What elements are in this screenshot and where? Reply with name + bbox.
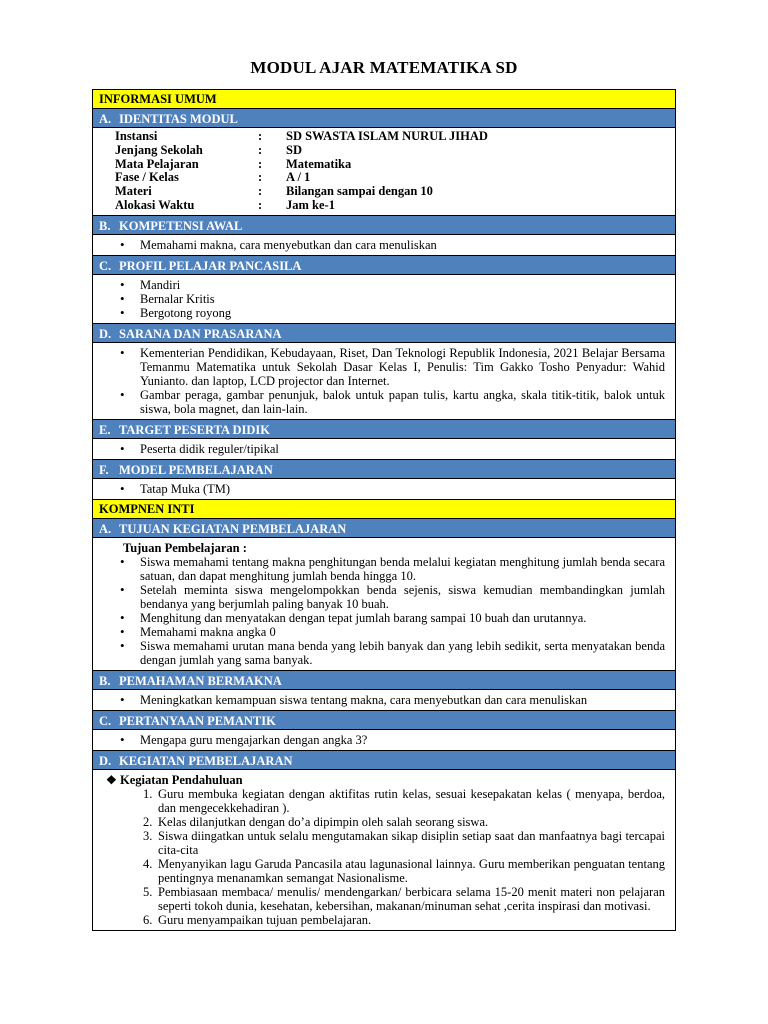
list-item: • Siswa memahami urutan mana benda yang lebih banyak dan yang lebih sedikit, serta menyatakan benda dengan jumlah yang sama banyak. [103,639,665,667]
kegiatan-list [103,787,665,927]
identitas-grid [93,128,675,215]
item-number: 5. [143,884,153,899]
list-item: • Setelah meminta siswa mengelompokkan benda sejenis, siswa kemudian membandingkan jumlah bendanya yang berjumlah paling banyak 10 buah. [103,583,665,611]
item-text: Pembiasaan membaca/ menulis/ mendengarkan/ berbicara selama 15-20 menit materi non pelajaran seperti tokoh dunia, kesehatan, kebersihan, makanan/minuman sehat ,cerita inspirasi dan motivasi. [158,884,665,913]
identitas-value: A / 1 [286,170,311,185]
identitas-sep: : [258,170,263,185]
identitas-value: SD SWASTA ISLAM NURUL JIHAD [286,129,488,143]
list-item: • Peserta didik reguler/tipikal [103,442,665,456]
kegiatan-header: D. KEGIATAN PEMBELAJARAN [92,750,676,769]
item-text: Kelas dilanjutkan dengan do’a dipimpin oleh salah seorang siswa. [158,814,489,829]
numbered-item [103,815,665,829]
identitas-value: Jam ke-1 [286,197,335,212]
list-item: • Memahami makna angka 0 [103,625,665,639]
list-item: • Siswa memahami tentang makna penghitungan benda melalui kegiatan menghitung jumlah benda secara satuan, dan dapat menghitung jumlah benda hingga 10. [103,555,665,583]
numbered-item [103,829,665,857]
target-body [92,438,676,459]
kompetensi-header: B. KOMPETENSI AWAL [92,215,676,234]
profil-body [92,274,676,323]
module-table [92,89,676,931]
identitas-label: Fase / Kelas [115,170,179,185]
list-item: • Kementerian Pendidikan, Kebudayaan, Riset, Dan Teknologi Republik Indonesia, 2021 Belajar Bersama Temanmu Matematika untuk Sekolah Dasar Kelas I, Penulis: Tim Gakko Tosho Penyadur: Wahid Yunianto. dan laptop, LCD projector dan Internet. [103,346,665,388]
numbered-item [103,885,665,913]
tujuan-list [103,555,665,667]
kompetensi-body [92,234,676,255]
list-item: • Mandiri [103,278,665,292]
pertanyaan-header: C. PERTANYAAN PEMANTIK [92,710,676,729]
identitas-label: Alokasi Waktu [115,197,195,212]
item-number: 6. [143,912,153,927]
item-number: 4. [143,856,153,871]
identitas-value: Matematika [286,156,352,171]
list-item: • Bernalar Kritis [103,292,665,306]
pemahaman-header: B. PEMAHAMAN BERMAKNA [92,670,676,689]
item-text: Guru membuka kegiatan dengan aktifitas rutin kelas, sesuai kesepakatan kelas ( menyapa, berdoa, dan mengecekkehadiran ). [158,786,665,815]
list-item: • Meningkatkan kemampuan siswa tentang makna, cara menyebutkan dan cara menuliskan [103,693,665,707]
item-number: 1. [143,786,153,801]
identitas-sep: : [258,142,263,157]
identitas-label: Instansi [115,129,158,143]
list-item: • Mengapa guru mengajarkan dengan angka 3? [103,733,665,747]
kegiatan-subheading: ❖ Kegiatan Pendahuluan [106,772,243,787]
kegiatan-body [92,769,676,931]
item-number: 3. [143,828,153,843]
model-header: F. MODEL PEMBELAJARAN [92,459,676,478]
identitas-label: Jenjang Sekolah [115,142,203,157]
identitas-sep: : [258,129,263,143]
item-text: Menyanyikan lagu Garuda Pancasila atau lagunasional lainnya. Guru memberikan penguatan tentang pentingnya menanamkan semangat Nasionalisme. [158,856,665,885]
target-header: E. TARGET PESERTA DIDIK [92,419,676,438]
numbered-item [103,857,665,885]
numbered-item [103,787,665,815]
pemahaman-body [92,689,676,710]
identitas-sep: : [258,156,263,171]
identitas-body [92,127,676,215]
list-item: • Bergotong royong [103,306,665,320]
identitas-label: Mata Pelajaran [115,156,199,171]
identitas-value: SD [286,142,302,157]
identitas-sep: : [258,184,263,199]
list-item: • Memahami makna, cara menyebutkan dan cara menuliskan [103,238,665,252]
item-number: 2. [143,814,153,829]
tujuan-body [92,537,676,670]
item-text: Siswa diingatkan untuk selalu mengutamakan sikap disiplin setiap saat dan manfaatnya bagi tercapai cita-cita [158,828,665,857]
tujuan-header: A. TUJUAN KEGIATAN PEMBELAJARAN [92,518,676,537]
sarana-body [92,342,676,419]
identitas-value: Bilangan sampai dengan 10 [286,184,433,199]
list-item: • Gambar peraga, gambar penunjuk, balok untuk papan tulis, kartu angka, skala titik-titik, balok untuk siswa, bola magnet, dan lain-lain. [103,388,665,416]
profil-header: C. PROFIL PELAJAR PANCASILA [92,255,676,274]
list-item: • Tatap Muka (TM) [103,482,665,496]
model-body [92,478,676,499]
document-title: MODUL AJAR MATEMATIKA SD [250,58,518,77]
sarana-header: D. SARANA DAN PRASARANA [92,323,676,342]
identitas-label: Materi [115,184,152,199]
diamond-bullet-icon: ❖ [106,772,117,787]
pertanyaan-body [92,729,676,750]
identitas-header: A. IDENTITAS MODUL [92,108,676,127]
item-text: Guru menyampaikan tujuan pembelajaran. [158,912,372,927]
identitas-sep: : [258,197,263,212]
informasi-umum-header: INFORMASI UMUM [92,89,676,108]
list-item: • Menghitung dan menyatakan dengan tepat jumlah barang sampai 10 buah dan urutannya. [103,611,665,625]
tujuan-subheading: Tujuan Pembelajaran : [123,540,247,555]
numbered-item [103,913,665,927]
komponen-inti-header: KOMPNEN INTI [92,499,676,518]
